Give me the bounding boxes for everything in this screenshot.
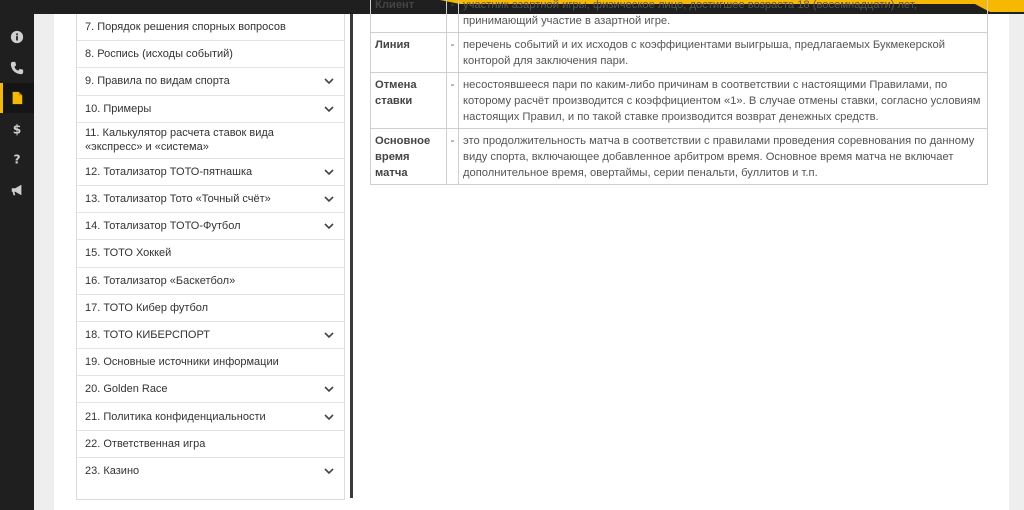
menu-item-label: 17. ТОТО Кибер футбол [85,301,209,314]
menu-item-14[interactable] [77,213,344,240]
definition-text: это продолжительность матча в соответствии с правилами проведения соревнования по данному виду спорта, включающее добавленное арбитром время. Основное время матча не включает дополнительное время, овертаймы, серии пенальти, буллитов и т.п. [459,129,988,185]
chevron-down-icon[interactable] [324,104,334,114]
definition-term: Отмена ставки [371,73,447,129]
menu-item-23[interactable] [77,458,344,485]
menu-item-18[interactable] [77,322,344,349]
info-icon [10,30,24,44]
sidebar-rail [0,0,34,510]
menu-item-label: 15. ТОТО Хоккей [85,247,172,260]
rail-help[interactable] [0,144,34,174]
menu-item-19[interactable] [77,349,344,376]
chevron-down-icon[interactable] [324,384,334,394]
definition-term: Клиент [371,0,447,33]
menu-item-9[interactable] [77,68,344,95]
menu-item-label: 19. Основные источники информации [85,356,279,369]
chevron-down-icon[interactable] [324,76,334,86]
table-row [371,129,988,185]
menu-item-label: 14. Тотализатор ТОТО-Футбол [85,220,241,233]
table-row [371,33,988,73]
definition-dash: - [447,33,459,73]
definition-dash: - [447,129,459,185]
rail-payments[interactable] [0,114,34,144]
menu-item-8[interactable] [77,41,344,68]
rail-info[interactable] [0,22,34,52]
menu-item-10[interactable] [77,96,344,123]
definition-term: Линия [371,33,447,73]
menu-item-label: 13. Тотализатор Тото «Точный счёт» [85,193,271,206]
chevron-down-icon[interactable] [324,221,334,231]
chevron-down-icon[interactable] [324,194,334,204]
menu-item-label: 10. Примеры [85,102,152,115]
definition-dash: - [447,73,459,129]
rules-menu [76,14,345,500]
definitions-table [370,0,988,185]
menu-item-label: 8. Роспись (исходы событий) [85,48,233,61]
svg-text:$: $ [12,122,22,136]
menu-item-12[interactable] [77,159,344,186]
panel-splitter[interactable] [350,14,353,498]
top-bar-overlay [34,0,1024,14]
definition-dash: - [447,0,459,33]
dollar-icon [10,122,24,136]
table-row [371,73,988,129]
chevron-down-icon[interactable] [324,167,334,177]
menu-item-16[interactable] [77,268,344,295]
menu-item-7[interactable] [77,14,344,41]
menu-item-20[interactable] [77,376,344,403]
chevron-down-icon[interactable] [324,412,334,422]
phone-icon [10,61,24,75]
menu-item-label: 20. Golden Race [85,383,168,396]
menu-item-label: 7. Порядок решения спорных вопросов [85,21,286,34]
help-icon [10,152,24,166]
definition-text: участник азартной игры, физическое лицо, достигшее возраста 18 (восемнадцати) лет, принимающий участие в азартной игре. [459,0,988,33]
menu-item-label: 9. Правила по видам спорта [85,75,230,88]
menu-item-label: 23. Казино [85,465,140,478]
menu-item-label: 21. Политика конфиденциальности [85,410,266,423]
menu-item-label: 11. Калькулятор расчета ставок вида «экспресс» и «система» [85,127,274,154]
menu-item-label: 12. Тотализатор ТОТО-пятнашка [85,165,253,178]
chevron-down-icon[interactable] [324,330,334,340]
document-icon [10,91,24,105]
menu-item-22[interactable] [77,431,344,458]
definition-text: перечень событий и их исходов с коэффициентами выигрыша, предлагаемых Букмекерской конторой для заключения пари. [459,33,988,73]
menu-item-11[interactable] [77,123,344,159]
menu-item-21[interactable] [77,403,344,430]
menu-item-label: 16. Тотализатор «Баскетбол» [85,274,236,287]
rail-documents[interactable] [0,83,34,113]
definition-term: Основное время матча [371,129,447,185]
menu-item-label: 22. Ответственная игра [85,437,206,450]
rail-news[interactable] [0,175,34,205]
menu-item-15[interactable] [77,240,344,267]
menu-item-label: 18. ТОТО КИБЕРСПОРТ [85,328,211,341]
definition-text: несостоявшееся пари по каким-либо причинам в соответствии с настоящими Правилами, по которому расчёт производится с коэффициентом «1». В случае отмены ставки, согласно условиям настоящих Правил, и по такой ставке производится возврат денежных средств. [459,73,988,129]
menu-item-17[interactable] [77,295,344,322]
chevron-down-icon[interactable] [324,466,334,476]
rail-phone[interactable] [0,53,34,83]
svg-text:?: ? [13,152,21,166]
megaphone-icon [10,183,24,197]
menu-item-13[interactable] [77,186,344,213]
